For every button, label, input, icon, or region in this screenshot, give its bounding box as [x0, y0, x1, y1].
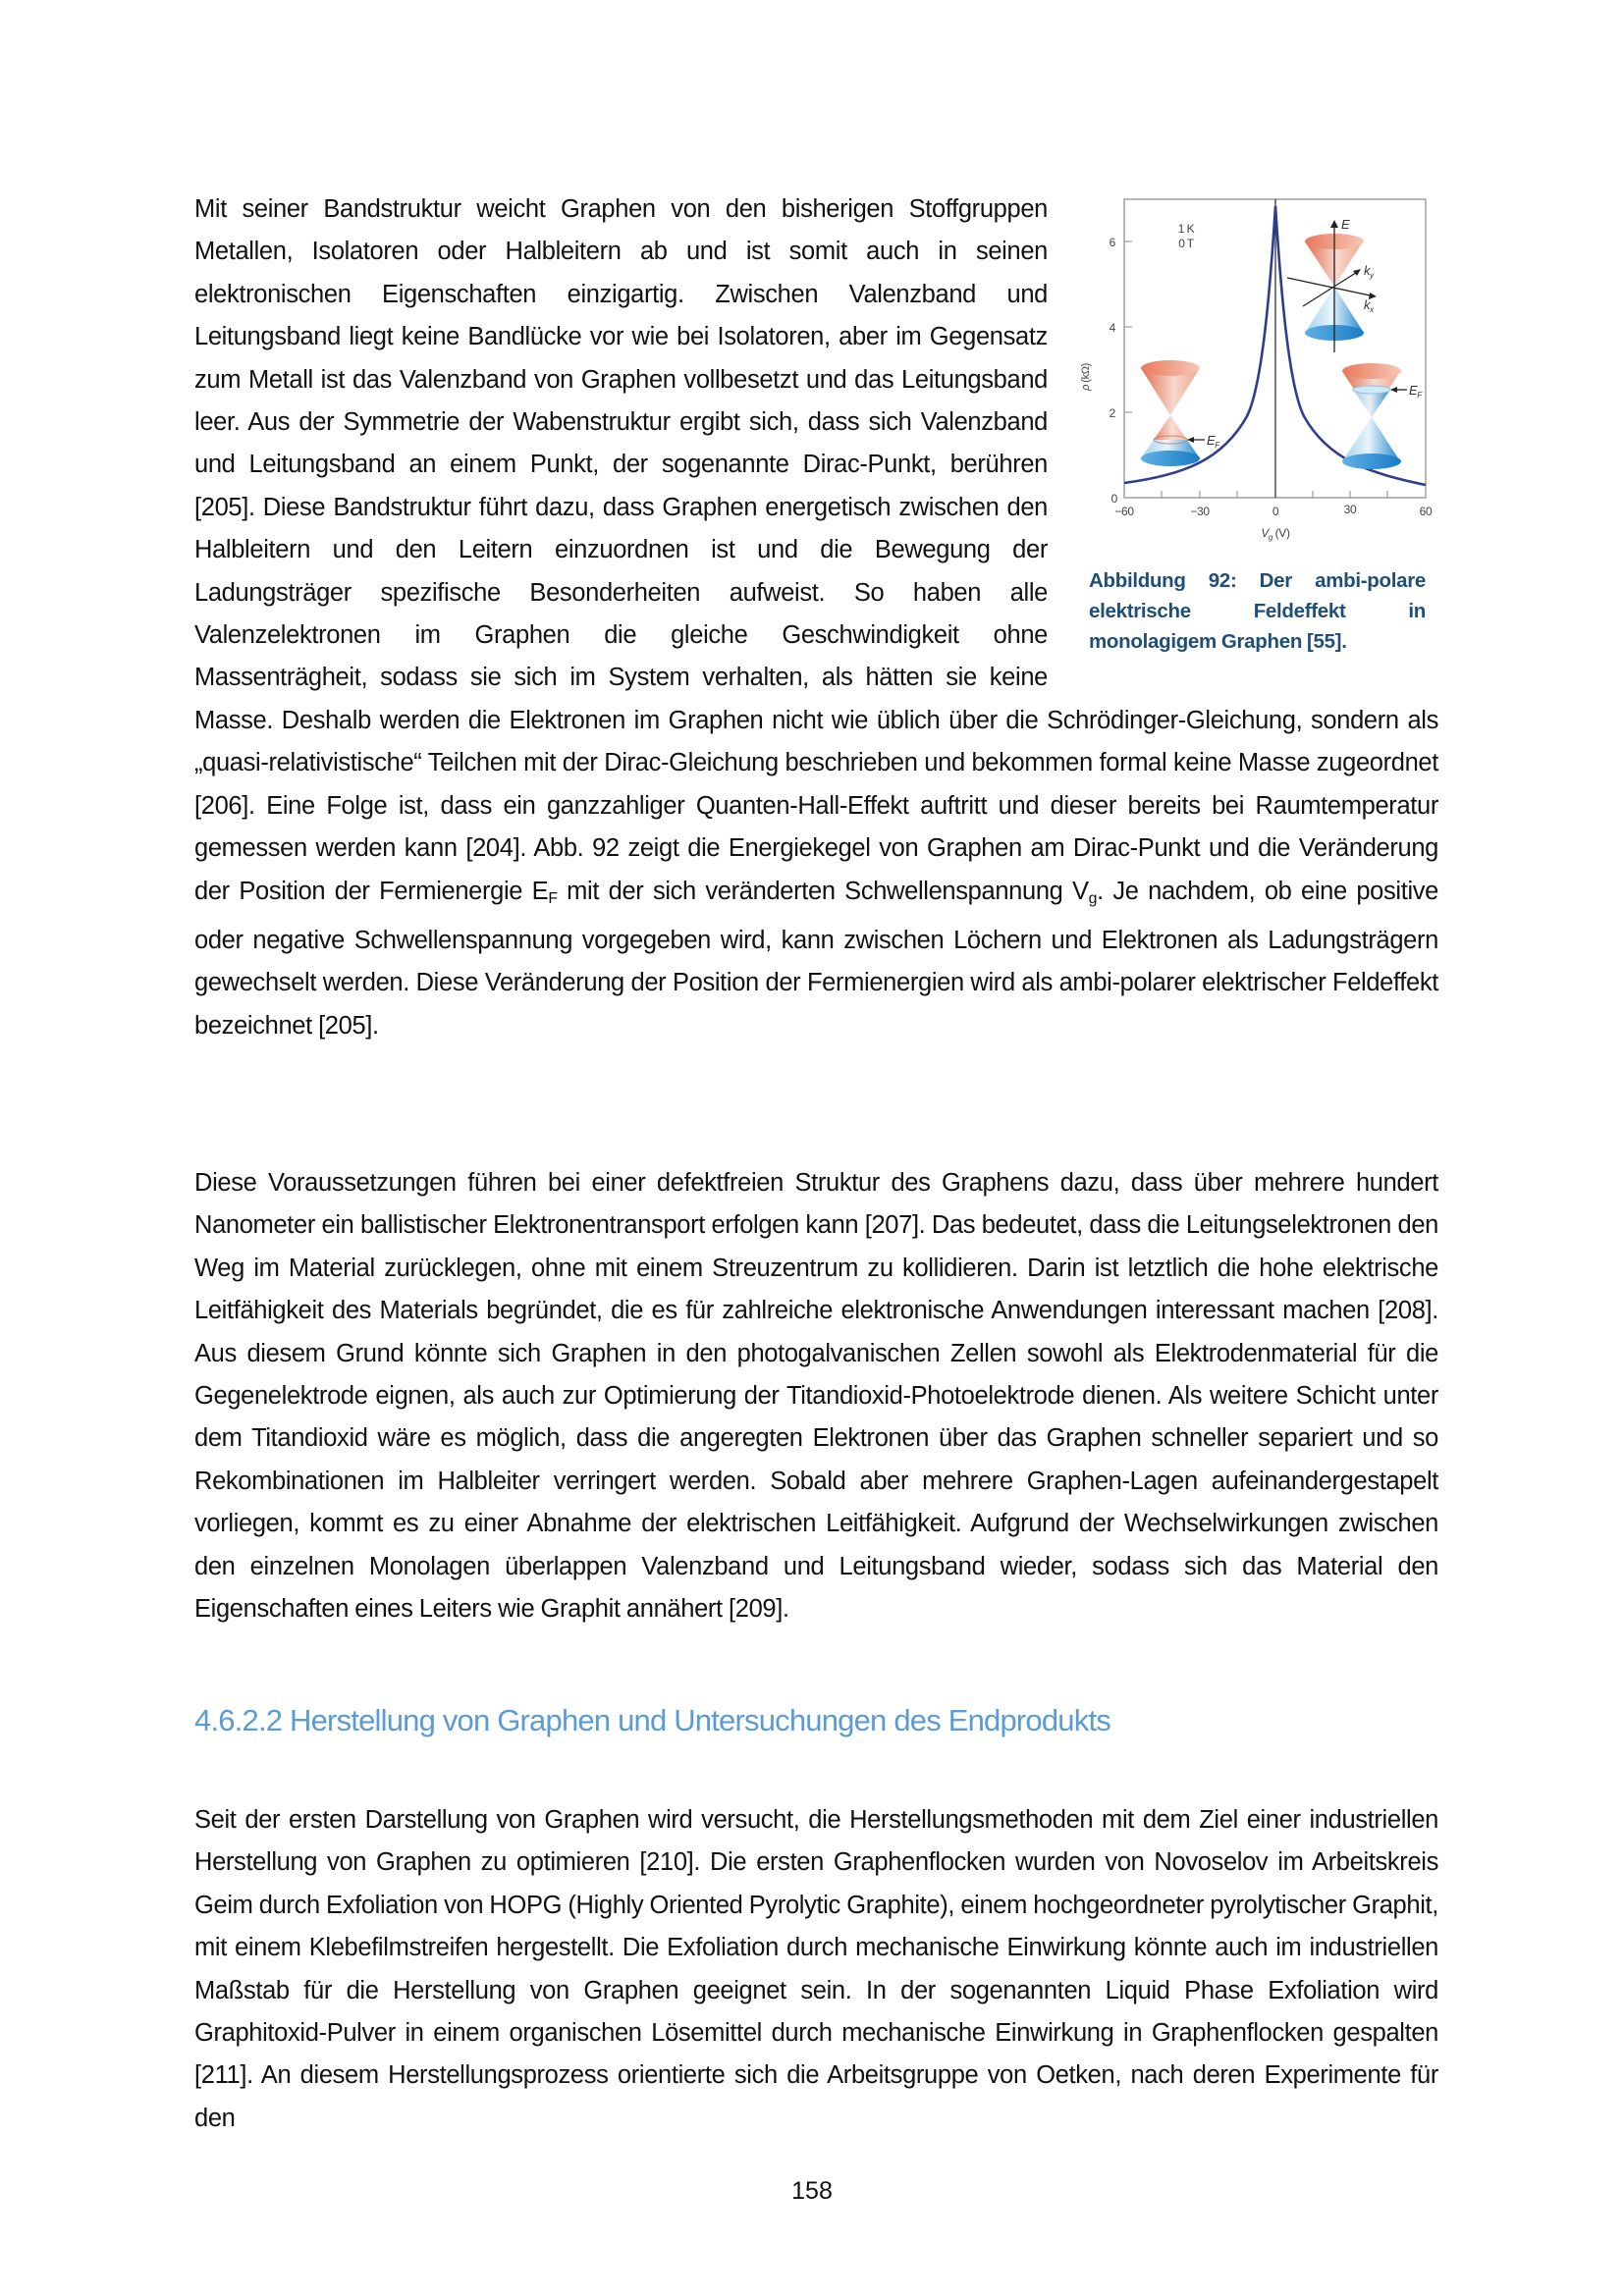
- svg-text:ky: $k_y$: [1364, 263, 1374, 280]
- paragraph-1: [194, 188, 1438, 1047]
- section-heading: 4.6.2.2 Herstellung von Graphen und Untersuchungen des Endprodukts: [194, 1703, 1110, 1737]
- svg-text:E: E: [1341, 217, 1350, 232]
- paragraph-1-text: Mit seiner Bandstruktur weicht Graphen von den bisherigen Stoffgruppen Metallen, Isolatoren oder Halbleitern ab und ist somit auch in seinen elektronischen Eigenschaften einzigartig. Zwischen Valenzband und Leitungsband liegt keine Bandlücke vor wie bei Isolatoren, aber im Gegensatz zum Metall ist das Valenzband von Graphen vollbesetzt und das Leitungsband leer. Aus der Symmetrie der Wabenstruktur ergibt sich, dass sich Valenzband und Leitungsband an einem Punkt, der sogenannte Dirac-Punkt, berühren [205]. Diese Bandstruktur führt dazu, dass Graphen energetisch zwischen den Halbleitern und den Leitern einzuordnen ist und die Bewegung der Ladungsträger spezifische Besonderheiten aufweist. So haben alle Valenzelektronen im Graphen die gleiche Geschwindigkeit ohne Massenträgheit, sodass sie sich im System verhalten, als hätten sie keine Masse. Deshalb werden die Elektronen im Graphen nicht wie üblich über die Schrödinger-Gleichung, sondern als „quasi-relativistische“ Teilchen mit der Dirac-Gleichung beschrieben und bekommen formal keine Masse zugeordnet [206]. Eine Folge ist, dass ein ganzzahliger Quanten-Hall-Effekt auftritt und dieser bereits bei Raumtemperatur gemessen werden kann [204]. Abb. 92 zeigt die Energiekegel von Graphen am Dirac-Punkt und die Veränderung der Position der Fermienergie E: [194, 195, 1438, 905]
- figure-92: [1075, 188, 1438, 699]
- paragraph-1-end: . Je nachdem, ob eine positive oder negative Schwellenspannung vorgegeben wird, kann zwischen Löchern und Elektronen als Ladungsträgern gewechselt werden. Diese Veränderung der Position der Fermienergien wird als ambi-polarer elektrischer Feldeffekt bezeichnet [205].: [194, 877, 1439, 1040]
- svg-text:30: 30: [1343, 503, 1357, 516]
- svg-text:kx: $k_x$: [1364, 297, 1374, 314]
- svg-text:1 K: 1 K: [1177, 222, 1195, 236]
- svg-text:EF: $E_F$: [1207, 433, 1219, 450]
- figure-caption: Abbildung 92: Der ambi-polare elektrische Feldeffekt in monolagigem Graphen [55].: [1089, 569, 1426, 653]
- svg-text:0: 0: [1272, 505, 1279, 518]
- svg-text:4: 4: [1109, 321, 1115, 335]
- cone-electron-doped: [1342, 363, 1423, 469]
- svg-text:0: 0: [1110, 492, 1117, 506]
- svg-text:2: 2: [1109, 406, 1115, 420]
- paragraph-3: Seit der ersten Darstellung von Graphen wird versucht, die Herstellungsmethoden mit dem Ziel einer industriellen Herstellung von Graphen zu optimieren [210]. Die ersten Graphenflocken wurden von Novoselov im Arbeitskreis Geim durch Exfoliation von HOPG (Highly Oriented Pyrolytic Graphite), einem hochgeordneter pyrolytischer Graphit, mit einem Klebefilmstreifen hergestellt. Die Exfoliation durch mechanische Einwirkung könnte auch im industriellen Maßstab für die Herstellung von Graphen geeignet sein. In der sogenannten Liquid Phase Exfoliation wird Graphitoxid-Pulver in einem organischen Lösemittel durch mechanische Einwirkung in Graphenflocken gespalten [211]. An diesem Herstellungsprozess orientierte sich die Arbeitsgruppe von Oetken, nach deren Experimente für den: [194, 1806, 1438, 2132]
- svg-text:60: 60: [1419, 505, 1433, 518]
- resistivity-chart: [1069, 190, 1442, 554]
- subscript-g: g: [1088, 889, 1098, 907]
- svg-text:EF: $E_F$: [1409, 383, 1422, 400]
- cone-hole-doped: [1141, 360, 1220, 466]
- cone-dirac-point: [1287, 217, 1377, 352]
- svg-text:−30: −30: [1190, 505, 1210, 518]
- subscript-F: F: [548, 889, 558, 907]
- svg-text:ρ (kΩ): ρ (kΩ): [1080, 363, 1092, 391]
- svg-text:−60: −60: [1114, 505, 1134, 518]
- paragraph-2: Diese Voraussetzungen führen bei einer defektfreien Struktur des Graphens dazu, dass über mehrere hundert Nanometer ein ballistischer Elektronentransport erfolgen kann [207]. Das bedeutet, dass die Leitungselektronen den Weg im Material zurücklegen, ohne mit einem Streuzentrum zu kollidieren. Darin ist letztlich die hohe elektrische Leitfähigkeit des Materials begründet, die es für zahlreiche elektronische Anwendungen interessant machen [208]. Aus diesem Grund könnte sich Graphen in den photogalvanischen Zellen sowohl als Elektrodenmaterial für die Gegenelektrode eignen, als auch zur Optimierung der Titandioxid-Photoelektrode dienen. Als weitere Schicht unter dem Titandioxid wäre es möglich, dass die angeregten Elektronen über das Graphen schneller separiert und so Rekombinationen im Halbleiter verringert werden. Sobald aber mehrere Graphen-Lagen aufeinandergestapelt vorliegen, kommt es zu einer Abnahme der elektrischen Leitfähigkeit. Aufgrund der Wechselwirkungen zwischen den einzelnen Monolagen überlappen Valenzband und Leitungsband wieder, sodass sich das Material den Eigenschaften eines Leiters wie Graphit annähert [209].: [194, 1169, 1438, 1624]
- page-number: 158: [791, 2177, 833, 2205]
- svg-text:6: 6: [1109, 236, 1115, 249]
- paragraph-1-mid: mit der sich veränderten Schwellenspannung V: [557, 877, 1089, 905]
- svg-text:Vg (V): $V_g$ (V): [1261, 526, 1290, 542]
- svg-text:0 T: 0 T: [1178, 237, 1194, 250]
